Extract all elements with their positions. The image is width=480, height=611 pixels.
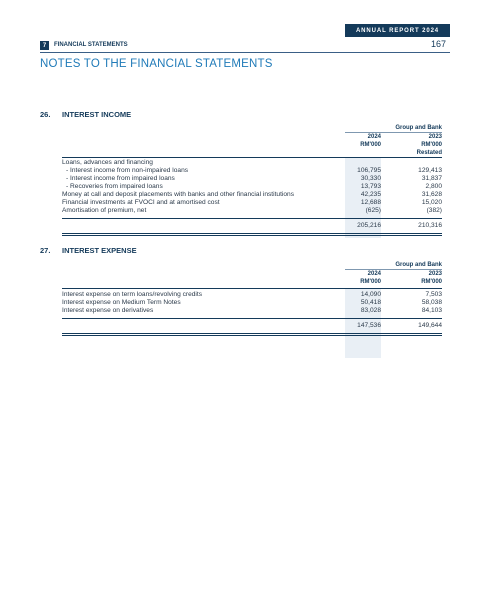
total-2023: 210,316: [418, 222, 442, 229]
table-row: [62, 291, 442, 299]
value-2023: 84,103: [421, 307, 442, 314]
table-row: [62, 183, 442, 191]
value-2024: (625): [365, 207, 381, 214]
row-label: - Interest income from non-impaired loans: [66, 167, 189, 174]
group-and-bank-header: Group and Bank: [395, 125, 442, 131]
value-2024: 106,795: [357, 167, 381, 174]
note-title: INTEREST EXPENSE: [62, 246, 137, 255]
value-2024: 50,418: [360, 299, 381, 306]
value-2024: 13,793: [360, 183, 381, 190]
column-year-2024: 2024: [367, 271, 381, 277]
chapter-number-badge: [40, 41, 49, 50]
table-row: [62, 199, 442, 207]
total-rule-2: [62, 235, 442, 236]
table-row: [62, 167, 442, 175]
value-2023: 31,837: [421, 175, 442, 182]
total-row: [62, 321, 442, 331]
table-top-rule: [62, 157, 442, 158]
value-2023: 129,413: [418, 167, 442, 174]
chapter-number: 7: [42, 42, 47, 49]
total-2024: 147,536: [357, 322, 381, 329]
table-top-rule: [62, 288, 442, 289]
row-label: Interest expense on derivatives: [62, 307, 154, 314]
value-2024: 14,090: [360, 291, 381, 298]
column-year-2023: 2023: [428, 271, 442, 277]
value-2023: 2,800: [425, 183, 442, 190]
value-2023: 7,503: [425, 291, 442, 298]
note-number: 26.: [40, 110, 51, 119]
total-rule-1: [62, 333, 442, 334]
report-title-banner: [345, 24, 450, 37]
row-label: Loans, advances and financing: [62, 159, 153, 166]
value-2023: 15,020: [421, 199, 442, 206]
value-2023: (382): [426, 207, 442, 214]
value-2023: 58,038: [421, 299, 442, 306]
row-label: Amortisation of premium, net: [62, 207, 147, 214]
total-row: [62, 221, 442, 231]
row-label: Interest expense on term loans/revolving credits: [62, 291, 203, 298]
page-title: NOTES TO THE FINANCIAL STATEMENTS: [40, 58, 273, 70]
column-unit-2023: RM'000: [421, 279, 442, 285]
column-year-2024: 2024: [367, 134, 381, 140]
subtotal-rule: [62, 218, 442, 219]
value-2024: 12,688: [360, 199, 381, 206]
total-2023: 149,644: [418, 322, 442, 329]
page-number: 167: [430, 39, 446, 49]
row-label: - Recoveries from impaired loans: [66, 183, 163, 190]
table-row: [62, 191, 442, 199]
table-row: [62, 175, 442, 183]
row-label: Money at call and deposit placements with banks and other financial institutions: [62, 191, 295, 198]
group-and-bank-header: Group and Bank: [395, 262, 442, 268]
value-2024: 30,330: [360, 175, 381, 182]
value-2024: 42,235: [360, 191, 381, 198]
column-restated-note: Restated: [416, 150, 442, 156]
note-title: INTEREST INCOME: [62, 110, 132, 119]
table-row: [62, 299, 442, 307]
subtotal-rule: [62, 318, 442, 319]
total-rule-1: [62, 233, 442, 234]
note-27-heading: [40, 246, 137, 255]
section-label: FINANCIAL STATEMENTS: [54, 42, 128, 48]
column-year-2023: 2023: [428, 134, 442, 140]
note-26-heading: [40, 110, 131, 119]
column-unit-2024: RM'000: [360, 279, 381, 285]
row-label: Financial investments at FVOCI and at amortised cost: [62, 199, 220, 206]
row-label: - Interest income from impaired loans: [66, 175, 175, 182]
total-2024: 205,216: [357, 222, 381, 229]
column-unit-2024: RM'000: [360, 142, 381, 148]
column-unit-2023: RM'000: [421, 142, 442, 148]
header-divider: [40, 52, 450, 53]
table-row: [62, 159, 442, 167]
row-label: Interest expense on Medium Term Notes: [62, 299, 181, 306]
table-row: [62, 207, 442, 215]
total-rule-2: [62, 335, 442, 336]
table-row: [62, 307, 442, 315]
value-2024: 83,028: [360, 307, 381, 314]
report-title: ANNUAL REPORT 2024: [355, 27, 440, 34]
value-2023: 31,628: [421, 191, 442, 198]
note-number: 27.: [40, 246, 51, 255]
